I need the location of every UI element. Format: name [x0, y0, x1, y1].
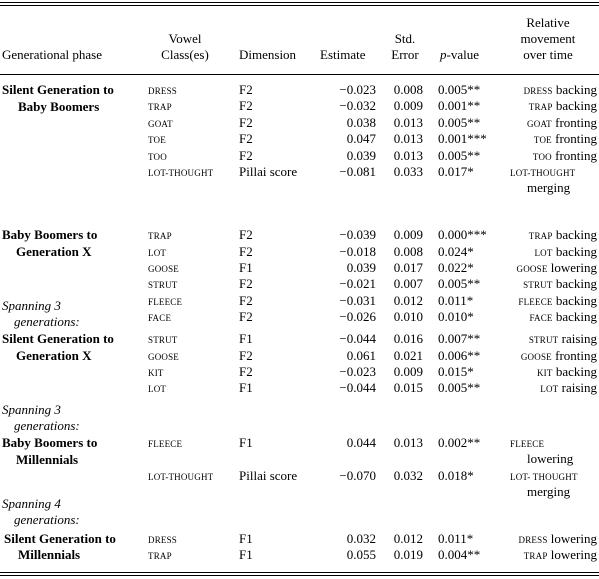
estimate-cell: 0.047 — [346, 131, 376, 146]
movement-word: merging — [527, 180, 571, 195]
std-error-cell: 0.013 — [393, 115, 423, 130]
movement-word: fronting — [551, 115, 597, 130]
std-error-cell: 0.021 — [393, 348, 423, 363]
header-se-2: Error — [391, 47, 419, 62]
movement-cell — [517, 260, 597, 277]
movement-word: fronting — [551, 148, 597, 163]
header-movement-1: Relative — [526, 15, 570, 30]
dimension-cell: F2 — [239, 309, 253, 324]
group-label: Silent Generation to — [2, 331, 114, 346]
estimate-cell: −0.070 — [339, 468, 376, 483]
top-rule-2 — [0, 5, 599, 6]
dimension-cell: F2 — [239, 148, 253, 163]
std-error-cell: 0.016 — [393, 331, 423, 346]
vowel-class-cell: LOT-THOUGHT — [148, 472, 214, 482]
estimate-cell: −0.021 — [339, 276, 376, 291]
p-value-cell: 0.006** — [438, 348, 481, 363]
vowel-class-cell: KIT — [148, 368, 164, 378]
movement-cell — [518, 293, 597, 310]
vowel-class-cell: TRAP — [148, 231, 172, 241]
movement-word: lowering — [547, 547, 597, 562]
std-error-cell: 0.009 — [393, 98, 423, 113]
dimension-cell: F1 — [239, 380, 253, 395]
movement-vowel: TRAP — [528, 231, 553, 241]
movement-word: backing — [552, 227, 597, 242]
estimate-cell: −0.081 — [339, 164, 376, 179]
movement-cell — [540, 380, 597, 397]
group-label: Silent Generation to — [2, 82, 114, 97]
std-error-cell: 0.010 — [393, 309, 423, 324]
movement-word: lowering — [547, 531, 597, 546]
vowel-class-cell: STRUT — [148, 335, 178, 345]
movement-vowel: STRUT — [528, 335, 559, 345]
movement-word: backing — [552, 98, 597, 113]
movement-vowel: KIT — [536, 368, 553, 378]
group-label: Silent Generation to — [4, 531, 116, 546]
movement-word: fronting — [551, 348, 597, 363]
movement-vowel: STRUT — [523, 280, 553, 290]
vowel-class-cell: GOOSE — [148, 352, 180, 362]
estimate-cell: 0.044 — [346, 435, 376, 450]
dimension-cell: F1 — [239, 547, 253, 562]
std-error-cell: 0.009 — [393, 364, 423, 379]
movement-cell — [529, 309, 597, 326]
movement-vowel: LOT — [540, 384, 559, 394]
estimate-cell: −0.032 — [339, 98, 376, 113]
p-value-cell: 0.001** — [438, 98, 481, 113]
movement-vowel: GOOSE — [520, 352, 552, 362]
vowel-class-cell: FACE — [148, 313, 172, 323]
dimension-cell: Pillai score — [239, 468, 298, 483]
movement-cell — [524, 547, 597, 564]
movement-cell — [534, 131, 597, 148]
group-note: Spanning 4 — [2, 496, 61, 511]
std-error-cell: 0.007 — [393, 276, 423, 291]
group-note: Spanning 3 — [2, 402, 61, 417]
group-label: Baby Boomers — [18, 99, 100, 114]
dimension-cell: F2 — [239, 82, 253, 97]
p-value-cell: 0.018* — [438, 468, 474, 483]
p-value-cell: 0.005** — [438, 380, 481, 395]
p-value-cell: 0.024* — [438, 244, 474, 259]
movement-word: lowering — [527, 451, 574, 466]
movement-vowel: LOT-THOUGHT — [510, 168, 576, 178]
vowel-class-cell: LOT-THOUGHT — [148, 168, 214, 178]
dimension-cell: F1 — [239, 435, 253, 450]
movement-vowel: TOE — [533, 135, 552, 145]
header-p: p — [440, 47, 447, 62]
dimension-cell: F2 — [239, 115, 253, 130]
movement-cell — [524, 82, 597, 99]
p-value-cell: 0.011* — [438, 531, 474, 546]
p-value-cell: 0.002** — [438, 435, 481, 450]
header-p-rest: -value — [446, 47, 479, 62]
std-error-cell: 0.013 — [393, 148, 423, 163]
movement-vowel: DRESS — [523, 86, 553, 96]
vowel-class-cell: TOE — [148, 135, 166, 145]
std-error-cell: 0.009 — [393, 227, 423, 242]
movement-word: lowering — [547, 260, 597, 275]
movement-cell — [521, 348, 597, 365]
group-label: Baby Boomers to — [2, 227, 98, 242]
movement-word: backing — [552, 309, 597, 324]
std-error-cell: 0.008 — [393, 244, 423, 259]
p-value-cell: 0.007** — [438, 331, 481, 346]
estimate-cell: −0.044 — [339, 380, 376, 395]
vowel-class-cell: STRUT — [148, 280, 178, 290]
p-value-cell: 0.005** — [438, 276, 481, 291]
group-label: Millennials — [18, 547, 81, 562]
p-value-cell: 0.001*** — [438, 131, 487, 146]
movement-vowel: DRESS — [518, 535, 548, 545]
vowel-class-cell: DRESS — [148, 535, 178, 545]
dimension-cell: F2 — [239, 293, 253, 308]
std-error-cell: 0.032 — [393, 468, 423, 483]
std-error-cell: 0.017 — [393, 260, 423, 275]
estimate-cell: −0.018 — [339, 244, 376, 259]
group-label: Millennials — [16, 452, 79, 467]
vowel-class-cell: GOOSE — [148, 264, 180, 274]
std-error-cell: 0.019 — [393, 547, 423, 562]
group-label: Baby Boomers to — [2, 435, 98, 450]
dimension-cell: F2 — [239, 227, 253, 242]
group-note: generations: — [14, 418, 80, 433]
dimension-cell: F1 — [239, 260, 253, 275]
p-value-cell: 0.000*** — [438, 227, 487, 242]
movement-cell — [537, 364, 597, 381]
std-error-cell: 0.013 — [393, 435, 423, 450]
std-error-cell: 0.012 — [393, 531, 423, 546]
movement-cell — [527, 115, 597, 132]
estimate-cell: 0.038 — [346, 115, 376, 130]
header-se-1: Std. — [394, 31, 416, 46]
movement-vowel: FACE — [529, 313, 553, 323]
estimate-cell: −0.026 — [339, 309, 376, 324]
dimension-cell: F2 — [239, 98, 253, 113]
vowel-class-cell: FLEECE — [148, 297, 183, 307]
movement-vowel: GOAT — [527, 119, 552, 129]
dimension-cell: F2 — [239, 244, 253, 259]
dimension-cell: F1 — [239, 531, 253, 546]
header-vowel-2: Class(es) — [161, 47, 209, 62]
movement-vowel: FLEECE — [510, 439, 545, 449]
group-note: generations: — [14, 314, 80, 329]
p-value-cell: 0.005** — [438, 115, 481, 130]
p-value-cell: 0.010* — [438, 309, 474, 324]
movement-cell — [529, 98, 597, 115]
estimate-cell: −0.023 — [339, 364, 376, 379]
movement-word: backing — [552, 276, 597, 291]
estimate-cell: 0.039 — [346, 260, 376, 275]
vowel-class-cell: LOT — [148, 384, 167, 394]
group-note: Spanning 3 — [2, 298, 61, 313]
vowel-class-cell: GOAT — [148, 119, 173, 129]
header-dimension: Dimension — [239, 47, 297, 62]
movement-vowel: LOT- THOUGHT — [510, 472, 578, 482]
movement-cell — [529, 227, 597, 244]
p-value-cell: 0.005** — [438, 82, 481, 97]
dimension-cell: F2 — [239, 348, 253, 363]
group-label: Generation X — [16, 244, 92, 259]
movement-word: fronting — [551, 131, 597, 146]
p-value-cell: 0.011* — [438, 293, 474, 308]
estimate-cell: −0.039 — [339, 227, 376, 242]
dimension-cell: F2 — [239, 276, 253, 291]
group-label: Generation X — [16, 348, 92, 363]
movement-vowel: FLEECE — [518, 297, 553, 307]
std-error-cell: 0.008 — [393, 82, 423, 97]
movement-word: backing — [552, 364, 597, 379]
dimension-cell: F1 — [239, 331, 253, 346]
movement-cell — [523, 276, 597, 293]
movement-word: backing — [552, 82, 597, 97]
p-value-cell: 0.022* — [438, 260, 474, 275]
vowel-class-cell: TRAP — [148, 551, 172, 561]
estimate-cell: −0.044 — [339, 331, 376, 346]
std-error-cell: 0.033 — [393, 164, 423, 179]
p-value-cell: 0.015* — [438, 364, 474, 379]
dimension-cell: Pillai score — [239, 164, 298, 179]
header-pvalue — [440, 47, 479, 62]
estimate-cell: 0.055 — [346, 547, 376, 562]
header-vowel-1: Vowel — [168, 31, 202, 46]
estimate-cell: −0.023 — [339, 82, 376, 97]
header-estimate: Estimate — [320, 47, 366, 62]
p-value-cell: 0.017* — [438, 164, 474, 179]
std-error-cell: 0.013 — [393, 131, 423, 146]
dimension-cell: F2 — [239, 131, 253, 146]
movement-vowel: TRAP — [528, 102, 553, 112]
movement-cell — [529, 331, 597, 348]
p-value-cell: 0.005** — [438, 148, 481, 163]
bottom-rule-2 — [0, 575, 599, 576]
estimate-cell: −0.031 — [339, 293, 376, 308]
movement-cell — [534, 244, 597, 261]
movement-vowel: LOT — [534, 248, 553, 258]
movement-cell — [519, 531, 597, 548]
header-movement-3: over time — [523, 47, 573, 62]
vowel-class-cell: TRAP — [148, 102, 172, 112]
movement-word: raising — [558, 331, 597, 346]
movement-word: raising — [558, 380, 597, 395]
dimension-cell: F2 — [239, 364, 253, 379]
movement-word: backing — [552, 293, 597, 308]
header-movement-2: movement — [520, 31, 576, 46]
vowel-class-cell: FLEECE — [148, 439, 183, 449]
movement-word: backing — [552, 244, 597, 259]
group-note: generations: — [14, 512, 80, 527]
movement-cell — [533, 148, 597, 165]
estimate-cell: 0.061 — [346, 348, 376, 363]
std-error-cell: 0.015 — [393, 380, 423, 395]
movement-vowel: TRAP — [523, 551, 548, 561]
top-rule-1 — [0, 2, 599, 3]
bottom-rule-1 — [0, 572, 599, 573]
estimate-cell: 0.039 — [346, 148, 376, 163]
header-phase: Generational phase — [2, 47, 102, 62]
vowel-class-cell: DRESS — [148, 86, 178, 96]
movement-vowel: TOO — [532, 152, 552, 162]
movement-vowel: GOOSE — [516, 264, 548, 274]
vowel-class-cell: TOO — [148, 152, 167, 162]
movement-word: merging — [527, 484, 571, 499]
std-error-cell: 0.012 — [393, 293, 423, 308]
header-rule — [0, 74, 599, 75]
estimate-cell: 0.032 — [346, 531, 376, 546]
vowel-class-cell: LOT — [148, 248, 167, 258]
p-value-cell: 0.004** — [438, 547, 481, 562]
